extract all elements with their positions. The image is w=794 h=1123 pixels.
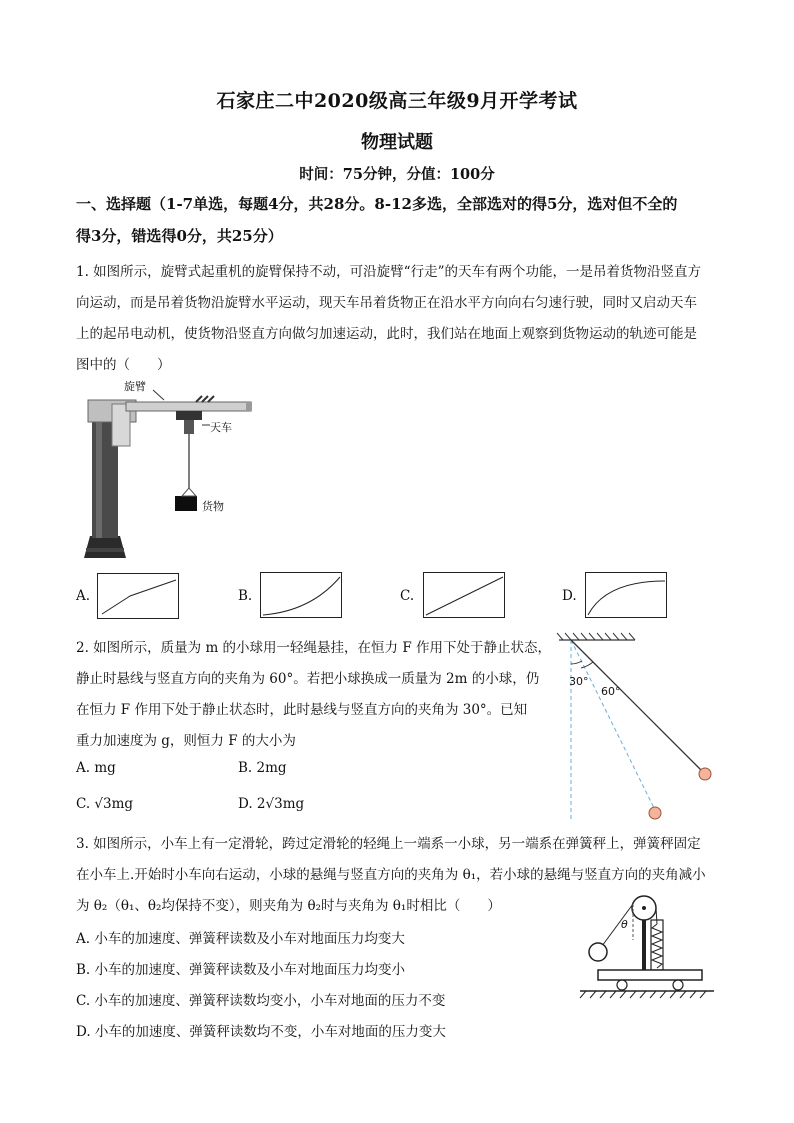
q2-option-d: D. 2√3mg <box>238 796 305 812</box>
q3-option-d: D. 小车的加速度、弹簧秤读数均不变，小车对地面的压力变大 <box>76 1024 446 1040</box>
exam-subject: 物理试题 <box>361 132 433 153</box>
section-heading-line2: 得3分，错选得0分，共25分） <box>76 227 283 245</box>
q2-angle-60-label: 60° <box>601 685 621 698</box>
q1-label-cargo: 货物 <box>202 500 224 513</box>
q1-crane-figure <box>76 378 256 560</box>
q1-option-a-label: A. <box>76 588 91 604</box>
q2-pendulum-figure <box>545 630 725 825</box>
q1-option-b-graph <box>260 572 342 618</box>
q2-option-b: B. 2mg <box>238 760 287 776</box>
q1-option-d-graph <box>585 572 667 618</box>
exam-time-info: 时间：75分钟，分值：100分 <box>299 166 495 183</box>
q3-option-a: A. 小车的加速度、弹簧秤读数及小车对地面压力均变大 <box>76 931 405 947</box>
q3-option-b: B. 小车的加速度、弹簧秤读数及小车对地面压力均变小 <box>76 962 406 978</box>
q2-option-c: C. √3mg <box>76 796 134 812</box>
q1-line-1: 1. 如图所示，旋臂式起重机的旋臂保持不动，可沿旋臂“行走”的天车有两个功能，一是吊着货物沿竖直方 <box>76 264 701 280</box>
q3-line-3: 为 θ₂（θ₁、θ₂均保持不变），则夹角为 θ₂时与夹角为 θ₁时相比（ ） <box>76 898 501 914</box>
q1-line-3: 上的起吊电动机，使货物沿竖直方向做匀加速运动，此时，我们站在地面上观察到货物运动的轨迹可能是 <box>76 326 697 342</box>
q3-line-1: 3. 如图所示，小车上有一定滑轮，跨过定滑轮的轻绳上一端系一小球，另一端系在弹簧秤上，弹簧秤固定 <box>76 836 701 852</box>
q2-option-a: A. mg <box>76 760 116 776</box>
q2-line-2: 静止时悬线与竖直方向的夹角为 60°。若把小球换成一质量为 2m 的小球，仍 <box>76 671 540 687</box>
q2-line-4: 重力加速度为 g，则恒力 F 的大小为 <box>76 733 296 749</box>
q1-option-c-graph <box>423 572 505 618</box>
q1-option-a-graph <box>97 573 179 619</box>
q2-line-1: 2. 如图所示，质量为 m 的小球用一轻绳悬挂，在恒力 F 作用下处于静止状态， <box>76 640 552 656</box>
section-heading-line1: 一、选择题（1-7单选，每题4分，共28分。8-12多选，全部选对的得5分，选对但不全的 <box>76 195 678 213</box>
q1-option-d-label: D. <box>562 588 577 604</box>
q2-angle-30-label: 30° <box>569 675 589 688</box>
q3-theta-label: θ <box>621 918 628 931</box>
q3-cart-figure <box>578 892 718 1004</box>
exam-title: 石家庄二中2020级高三年级9月开学考试 <box>216 90 578 112</box>
q1-line-4: 图中的（ ） <box>76 357 171 373</box>
q1-option-c-label: C. <box>400 588 415 604</box>
q1-label-trolley: 天车 <box>210 421 232 434</box>
q1-label-arm: 旋臂 <box>124 380 146 393</box>
q1-line-2: 向运动，而是吊着货物沿旋臂水平运动，现天车吊着货物正在沿水平方向向右匀速行驶，同时又启动天车 <box>76 295 697 311</box>
q1-option-b-label: B. <box>238 588 253 604</box>
q2-line-3: 在恒力 F 作用下处于静止状态时，此时悬线与竖直方向的夹角为 30°。已知 <box>76 702 528 718</box>
q3-option-c: C. 小车的加速度、弹簧秤读数均变小，小车对地面的压力不变 <box>76 993 446 1009</box>
q3-line-2: 在小车上.开始时小车向右运动，小球的悬绳与竖直方向的夹角为 θ₁，若小球的悬绳与竖直方向的夹角减小 <box>76 867 706 883</box>
